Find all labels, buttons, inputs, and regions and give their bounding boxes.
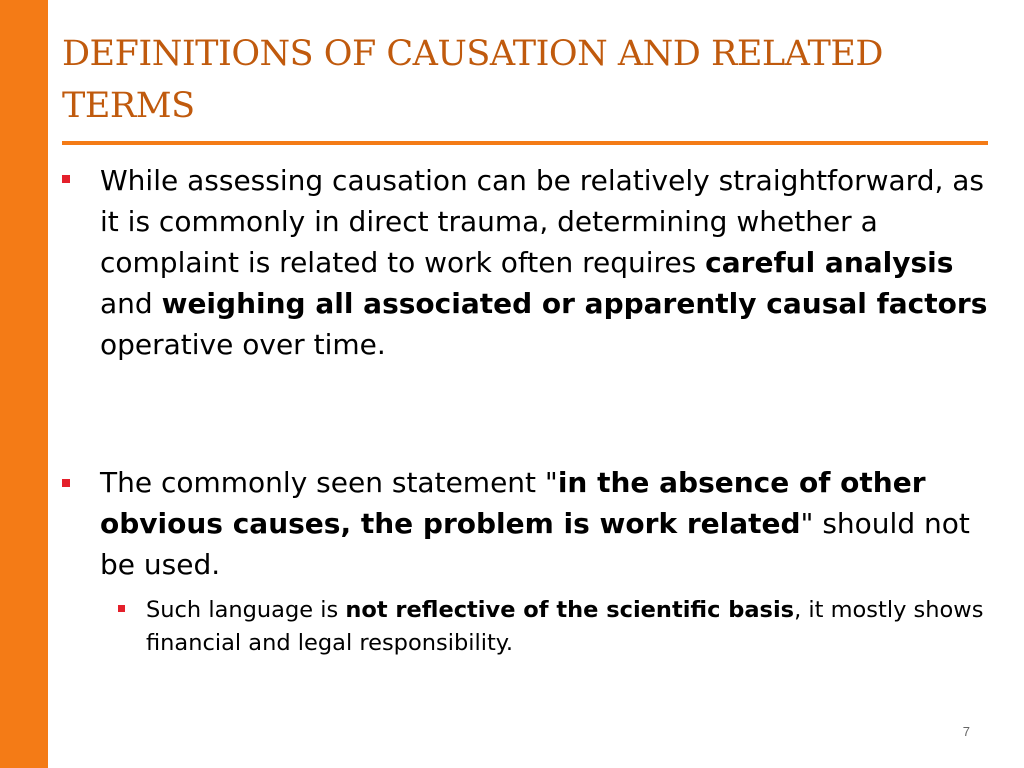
slide-title: DEFINITIONS OF CAUSATION AND RELATED TERMS xyxy=(62,34,883,126)
square-bullet-icon xyxy=(118,605,125,612)
bold-text-segment: weighing all associated or apparently causal factors xyxy=(161,287,988,320)
left-accent-bar xyxy=(0,0,48,768)
square-bullet-icon xyxy=(62,175,70,183)
text-segment: Such language is xyxy=(146,597,346,623)
text-segment: While assessing causation can be relatively straightforward, as it is commonly in direct trauma, determining whether a complaint is related to work often requires xyxy=(100,164,985,279)
text-segment: " should not be used. xyxy=(100,507,970,581)
bullet-text xyxy=(100,462,1000,585)
bold-text-segment: in the absence of other obvious causes, the problem is work related xyxy=(100,466,926,540)
page-number: 7 xyxy=(962,724,970,739)
sub-bullet-text xyxy=(146,594,1008,660)
text-segment: The commonly seen statement " xyxy=(100,466,558,499)
text-segment: operative over time. xyxy=(100,328,386,361)
square-bullet-icon xyxy=(62,479,70,487)
bold-text-segment: not reflective of the scientific basis xyxy=(345,597,795,623)
bold-text-segment: careful analysis xyxy=(705,246,954,279)
text-segment: and xyxy=(100,287,162,320)
text-segment: , it mostly shows financial and legal responsibility. xyxy=(146,597,984,656)
title-divider xyxy=(62,141,988,145)
bullet-text xyxy=(100,160,1000,365)
